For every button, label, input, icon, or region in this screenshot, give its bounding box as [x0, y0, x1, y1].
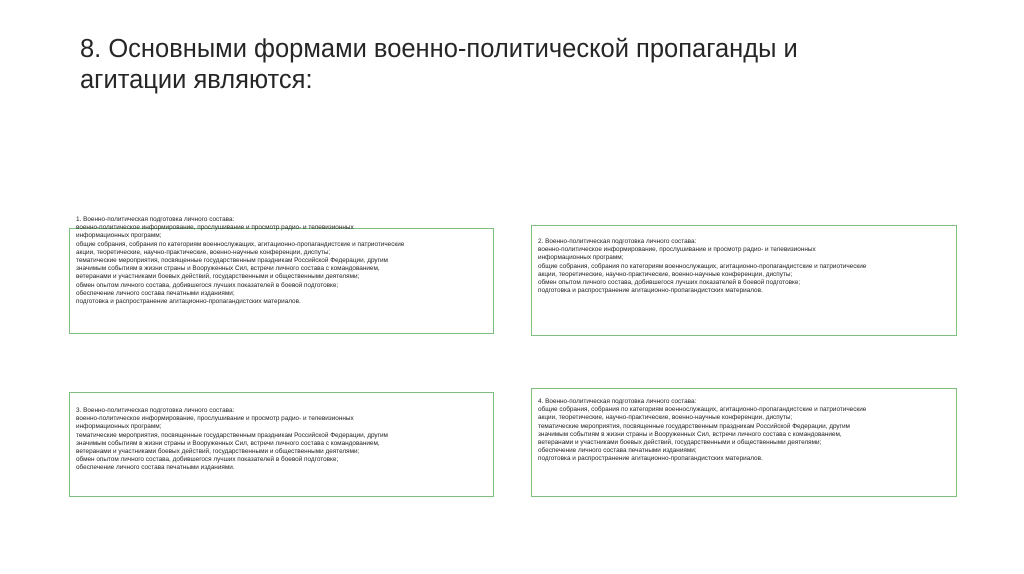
card-line: акции, теоретические, научно-практические, военно-научные конференции, диспуты; [76, 248, 331, 256]
card-line: ветеранами и участниками боевых действий, государственными и общественными деятелями; [538, 439, 822, 447]
card-heading: 4. Военно-политическая подготовка личного состава: [538, 398, 697, 405]
card-line: значимым событиям в жизни страны и Вооруженных Сил, встречи личного состава с командованием, [538, 430, 842, 438]
card-line: обеспечение личного состава печатными изданиями; [538, 447, 697, 455]
card-line: акции, теоретические, научно-практические, военно-научные конференции, диспуты; [538, 270, 793, 278]
option-card-1[interactable] [69, 216, 494, 334]
card-line: подготовка и распространение агитационно-пропагандистских материалов. [76, 298, 301, 306]
card-line: акции, теоретические, научно-практические, военно-научные конференции, диспуты; [538, 414, 793, 422]
card-line: военно-политическое информирование, прослушивание и просмотр радио- и телевизионных [76, 224, 354, 232]
option-card-4[interactable] [531, 388, 957, 497]
card-line: обмен опытом личного состава, добившегося лучших показателей в боевой подготовке; [538, 279, 801, 287]
card-line: тематические мероприятия, посвященные государственным праздникам Российской Федерации, другим [538, 422, 850, 430]
card-line: обмен опытом личного состава, добившегося лучших показателей в боевой подготовке; [76, 456, 339, 464]
card-line: подготовка и распространение агитационно-пропагандистских материалов. [538, 287, 763, 295]
card-line: тематические мероприятия, посвященные государственным праздникам Российской Федерации, другим [76, 431, 388, 439]
card-line: военно-политическое информирование, прослушивание и просмотр радио- и телевизионных [538, 246, 816, 254]
slide-title-line-2: агитации являются: [80, 66, 313, 94]
card-line: значимым событиям в жизни страны и Вооруженных Сил, встречи личного состава с командованием, [76, 439, 380, 447]
card-line: военно-политическое информирование, прослушивание и просмотр радио- и телевизионных [76, 415, 354, 423]
card-line: обеспечение личного состава печатными изданиями. [76, 464, 235, 472]
card-line: информационных программ; [538, 254, 624, 262]
option-card-3[interactable] [69, 392, 494, 497]
card-line: ветеранами и участниками боевых действий, государственными и общественными деятелями; [76, 273, 360, 281]
card-line: тематические мероприятия, посвященные государственным праздникам Российской Федерации, другим [76, 257, 388, 265]
card-line: ветеранами и участниками боевых действий, государственными и общественными деятелями; [76, 448, 360, 456]
card-line: общие собрания, собрания по категориям военнослужащих, агитационно-пропагандистские и патриотические [538, 262, 867, 270]
card-line: обеспечение личного состава печатными изданиями; [76, 289, 235, 297]
card-line: обмен опытом личного состава, добившегося лучших показателей в боевой подготовке; [76, 281, 339, 289]
slide-title-line-1: 8. Основными формами военно-политической пропаганды и [80, 35, 798, 63]
card-heading: 1. Военно-политическая подготовка личного состава: [76, 216, 235, 223]
card-line: общие собрания, собрания по категориям военнослужащих, агитационно-пропагандистские и патриотические [76, 240, 405, 248]
option-card-2[interactable] [531, 225, 957, 336]
card-line: информационных программ; [76, 232, 162, 240]
card-heading: 2. Военно-политическая подготовка личного состава: [538, 238, 697, 245]
card-line: общие собрания, собрания по категориям военнослужащих, агитационно-пропагандистские и патриотические [538, 406, 867, 414]
card-line: значимым событиям в жизни страны и Вооруженных Сил, встречи личного состава с командованием, [76, 265, 380, 273]
card-line: подготовка и распространение агитационно-пропагандистских материалов. [538, 455, 763, 463]
slide-title [80, 34, 940, 96]
card-heading: 3. Военно-политическая подготовка личного состава: [76, 407, 235, 414]
card-line: информационных программ; [76, 423, 162, 431]
